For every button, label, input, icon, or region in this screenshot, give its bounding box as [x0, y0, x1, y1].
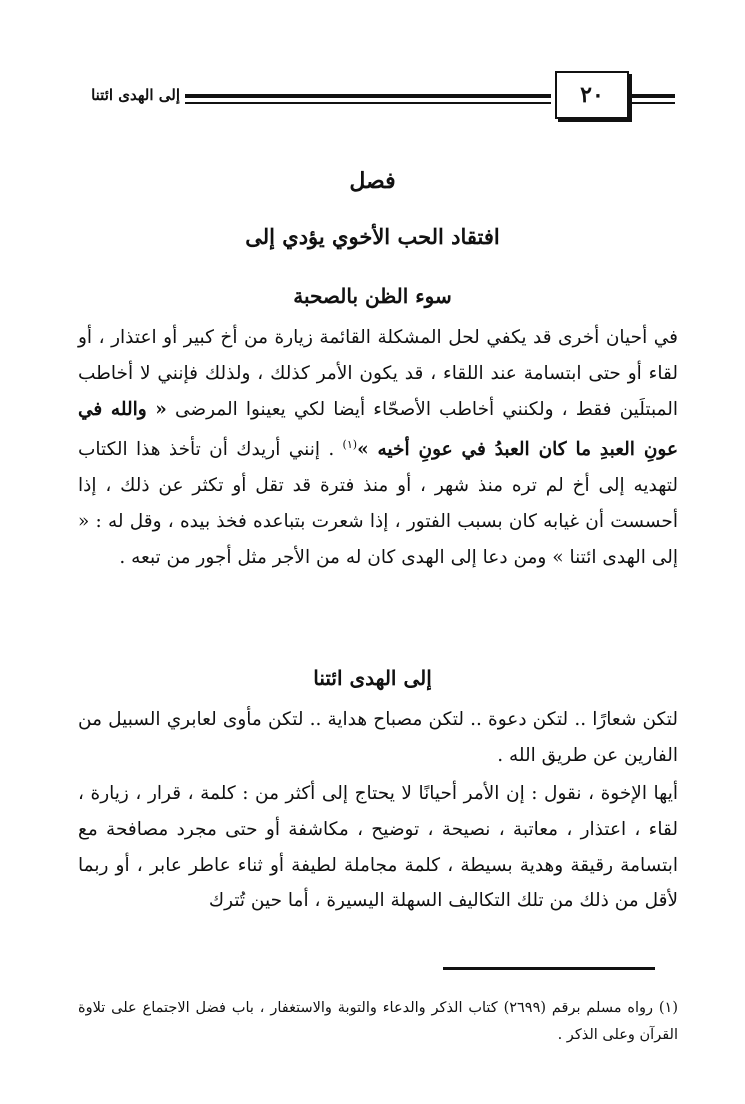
running-title: إلى الهدى ائتنا: [91, 86, 180, 104]
paragraph-3: أيها الإخوة ، نقول : إن الأمر أحيانًا لا يحتاج إلى أكثر من : كلمة ، قرار ، زيارة ، لقاء ، اعتذار ، معاتبة ، نصيحة ، توضيح ، مكاشفة أو حتى مجرد مصافحة مع ابتسامة رقيقة وهدية بسيطة ، كلمة مجاملة لطيفة أو ثناء عاطر عابر ، أو ربما لأقل من ذلك من تلك التكاليف السهلة اليسيرة ، أما حين تُترك: [78, 783, 678, 912]
chapter-title: افتقاد الحب الأخوي يؤدي إلى: [245, 224, 500, 249]
footnote: (١) رواه مسلم برقم (٢٦٩٩) كتاب الذكر والدعاء والتوبة والاستغفار ، باب فضل الاجتماع على تلاوة القرآن وعلى الذكر .: [78, 1000, 679, 1043]
paragraph-1-text-a: في أحيان أخرى قد يكفي لحل المشكلة القائمة زيارة من أخ كبير أو اعتذار ، أو لقاء أو حتى ابتسامة عند اللقاء ، قد يكون الأمر كذلك ، ولذلك فإنني لا أخاطب المبتلَين فقط ، ولكنني أخاطب الأصحّاء أيضا لكي يعينوا المرضى: [78, 327, 678, 420]
page-header: [70, 66, 675, 122]
header-rule-right: [630, 94, 675, 98]
header-rule: [185, 94, 551, 98]
footnote-ref: (١): [342, 438, 358, 452]
page-number-box: [555, 71, 629, 119]
footnote-divider: [443, 967, 655, 970]
header-rule-thin: [185, 102, 551, 104]
paragraph-2: لتكن شعارًا .. لتكن دعوة .. لتكن مصباح هداية .. لتكن مأوى لعابري السبيل من الفارين عن طريق الله .: [78, 709, 678, 766]
page-number: ٢٠: [580, 82, 604, 108]
section-heading: إلى الهدى ائتنا: [313, 666, 432, 690]
header-rule-right-thin: [630, 102, 675, 104]
hadith-quote: « والله في عونِ العبدِ ما كان العبدُ في عونِ أخيه »: [78, 398, 678, 461]
chapter-label: فصل: [349, 168, 396, 194]
paragraph-1-text-b: . إنني أريدك أن تأخذ هذا الكتاب لتهديه إلى أخ لم تره منذ شهر ، أو منذ فترة قد تقل أو تكثر عن ذلك ، إذا أحسست أن غيابه كان بسبب الفتور ، إذا شعرت بتباعده فخذ بيده ، وقل له : « إلى الهدى ائتنا » ومن دعا إلى الهدى كان له من الأجر مثل أجور من تبعه .: [78, 439, 678, 568]
paragraph-1: [78, 320, 678, 576]
chapter-subtitle: سوء الظن بالصحبة: [293, 284, 452, 308]
